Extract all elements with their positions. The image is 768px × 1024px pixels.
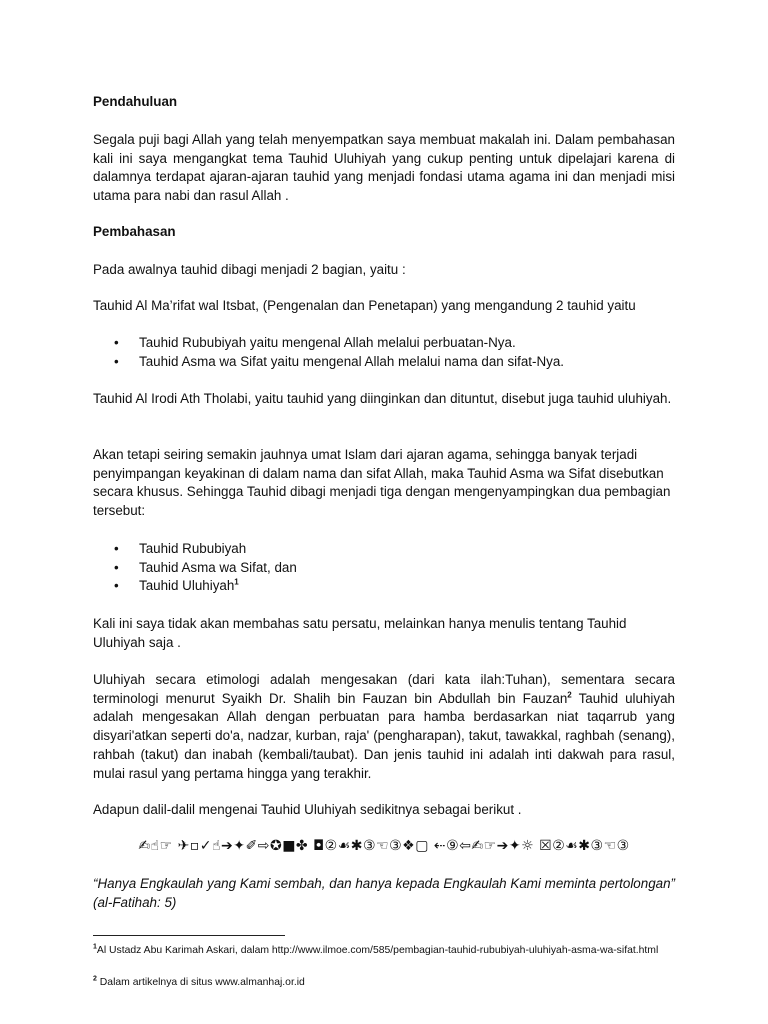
paragraph-two-divisions: Pada awalnya tauhid dibagi menjadi 2 bagian, yaitu : <box>93 262 406 277</box>
intro-heading: Pendahuluan <box>93 94 178 109</box>
paragraph-deviation: Akan tetapi seiring semakin jauhnya umat Islam dari ajaran agama, sehingga banyak terjadi penyimpangan keyakinan di dalam nama dan sifat Allah, maka Tauhid Asma wa Sifat disebutkan secara khusus. Sehingga Tauhid dibagi menjadi tiga dengan mengenyampingkan dua pembagian tersebut: <box>93 447 671 519</box>
footnote-number: 1 <box>93 943 97 951</box>
verse-translation: “Hanya Engkaulah yang Kami sembah, dan hanya kepada Engkaulah Kami meminta pertolongan” (al-Fatihah: 5) <box>93 876 675 910</box>
paragraph-scope: Kali ini saya tidak akan membahas satu persatu, melainkan hanya menulis tentang Tauhid Uluhiyah saja . <box>93 616 627 650</box>
footnote-text: Al Ustadz Abu Karimah Askari, dalam http://www.ilmoe.com/585/pembagian-tauhid-rububiyah-uluhiyah-asma-wa-sifat.html <box>96 945 659 956</box>
paragraph-marifat: Tauhid Al Ma’rifat wal Itsbat, (Pengenalan dan Penetapan) yang mengandung 2 tauhid yaitu <box>93 298 636 313</box>
list-item: • Tauhid Asma wa Sifat yaitu mengenal Allah melalui nama dan sifat-Nya. <box>93 353 675 372</box>
definition-text-end: Tauhid uluhiyah adalah mengesakan Allah dengan perbuatan para hamba berdasarkan niat taqarrub yang disyari'atkan seperti do'a, nadzar, kurban, raja' (pengharapan), takut, tawakkal, raghbah (senang), rahbah (takut) dan inabah (kembali/taubat). Dan jenis tauhid ini adalah inti dakwah para rasul, mulai rasul yang pertama hingga yang terakhir. <box>93 690 675 781</box>
footnote-1 <box>93 944 675 958</box>
second-tauhid-list <box>93 540 675 596</box>
list-item-label: Tauhid Uluhiyah <box>139 578 235 594</box>
list-item: • Tauhid Rububiyah yaitu mengenal Allah melalui perbuatan-Nya. <box>93 334 675 353</box>
footnote-divider <box>93 935 285 936</box>
definition-text-start: Uluhiyah secara etimologi adalah mengesakan (dari kata ilah:Tuhan), sementara secara terminologi menurut Syaikh Dr. Shalih bin Fauzan bin Abdullah bin Fauzan <box>93 672 675 706</box>
footnote-site-link[interactable]: www.almanhaj.or.id <box>215 977 305 988</box>
footnote-text: Dalam artikelnya di situs <box>96 977 216 988</box>
discussion-heading: Pembahasan <box>93 224 176 239</box>
arabic-verse: ✍☝☞ ✈▫✓☝➔✦✐⇨✪■✤ ◘②☙✱③☜③❖▢ ⇠⑨⇦✍☞➔✦☼ ☒②☙✱③☜③ <box>138 838 630 854</box>
footnote-number: 2 <box>93 975 97 983</box>
footnote-ref: 2 <box>567 690 572 700</box>
paragraph-irodi: Tauhid Al Irodi Ath Tholabi, yaitu tauhid yang diinginkan dan dituntut, disebut juga tauhid uluhiyah. <box>93 391 672 406</box>
list-item <box>93 577 675 596</box>
intro-paragraph: Segala puji bagi Allah yang telah menyempatkan saya membuat makalah ini. Dalam pembahasan kali ini saya mengangkat tema Tauhid Uluhiyah yang cukup penting untuk dipelajari karena di dalamnya terdapat ajaran-ajaran tauhid yang menjadi fondasi utama agama ini dan menjadi misi utama para nabi dan rasul Allah . <box>93 132 675 204</box>
list-item: • Tauhid Rububiyah <box>93 540 675 559</box>
paragraph-evidence: Adapun dalil-dalil mengenai Tauhid Uluhiyah sedikitnya sebagai berikut . <box>93 802 522 817</box>
paragraph-definition <box>93 671 675 783</box>
list-item: • Tauhid Asma wa Sifat, dan <box>93 559 675 578</box>
footnote-ref: 1 <box>234 577 239 587</box>
first-tauhid-list <box>93 334 675 371</box>
footnote-2 <box>93 976 675 990</box>
